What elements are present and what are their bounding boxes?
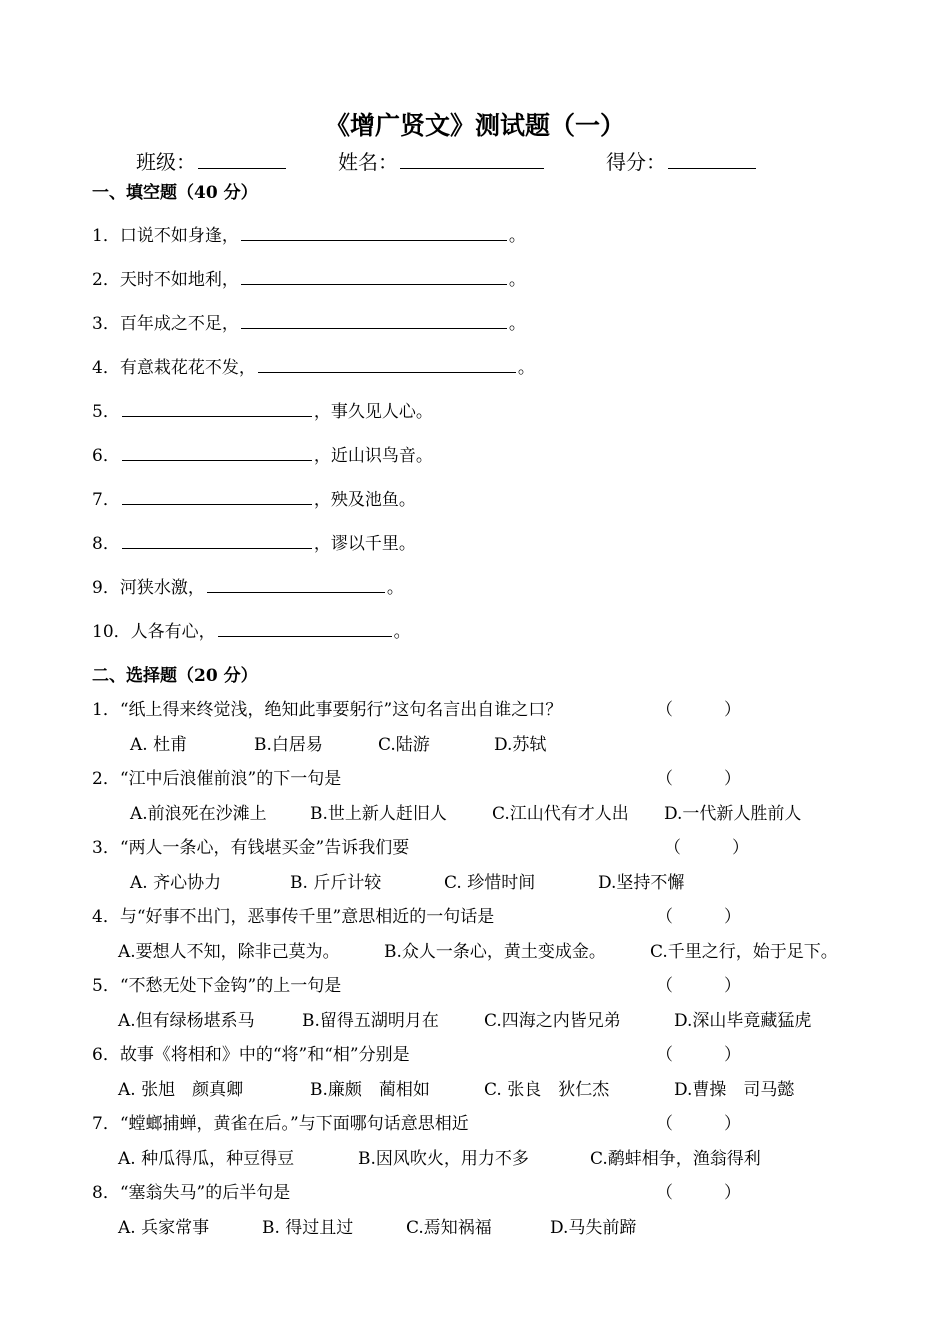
fill-item: 3．百年成之不足， 。 bbox=[92, 314, 526, 334]
score-label: 得分： bbox=[606, 150, 666, 174]
name-label: 姓名： bbox=[338, 150, 398, 174]
answer-paren[interactable]: （ ） bbox=[656, 976, 741, 996]
choice-option[interactable]: C.陆游 bbox=[378, 735, 430, 755]
question-text: 7．“螳螂捕蝉，黄雀在后。”与下面哪句话意思相近 bbox=[92, 1114, 469, 1134]
answer-paren[interactable]: （ ） bbox=[656, 1183, 741, 1203]
fill-item: 10．人各有心， 。 bbox=[92, 622, 411, 642]
answer-blank[interactable] bbox=[241, 312, 507, 329]
answer-blank[interactable] bbox=[122, 488, 312, 505]
choice-option[interactable]: D.苏轼 bbox=[494, 735, 547, 755]
fill-item: 9．河狭水激， 。 bbox=[92, 578, 404, 598]
score-blank[interactable] bbox=[668, 152, 756, 169]
fill-item: 5． ，事久见人心。 bbox=[92, 402, 433, 422]
score-field bbox=[606, 146, 758, 175]
choice-option[interactable]: B. 得过且过 bbox=[262, 1218, 354, 1238]
choice-option[interactable]: B.众人一条心，黄土变成金。 bbox=[384, 942, 606, 962]
answer-paren[interactable]: （ ） bbox=[656, 907, 741, 927]
choice-option[interactable]: A.要想人不知，除非己莫为。 bbox=[118, 942, 340, 962]
answer-blank[interactable] bbox=[122, 444, 312, 461]
choice-option[interactable]: C.千里之行，始于足下。 bbox=[650, 942, 838, 962]
question-text: 6．故事《将相和》中的“将”和“相”分别是 bbox=[92, 1045, 410, 1065]
class-label: 班级： bbox=[136, 150, 196, 174]
question-text: 2．“江中后浪催前浪”的下一句是 bbox=[92, 769, 342, 789]
answer-paren[interactable]: （ ） bbox=[656, 1114, 741, 1134]
question-text: 1．“纸上得来终觉浅，绝知此事要躬行”这句名言出自谁之口？ bbox=[92, 700, 563, 720]
choice-option[interactable]: C.焉知祸福 bbox=[406, 1218, 492, 1238]
answer-blank[interactable] bbox=[122, 400, 312, 417]
fill-item: 7． ，殃及池鱼。 bbox=[92, 490, 416, 510]
section-fill-heading: 一、填空题（40 分） bbox=[92, 183, 258, 203]
choice-option[interactable]: B. 斤斤计较 bbox=[290, 873, 382, 893]
choice-option[interactable]: C. 张良 狄仁杰 bbox=[484, 1080, 610, 1100]
choice-option[interactable]: A. 种瓜得瓜，种豆得豆 bbox=[118, 1149, 295, 1169]
answer-blank[interactable] bbox=[241, 224, 507, 241]
answer-paren[interactable]: （ ） bbox=[656, 1045, 741, 1065]
fill-item: 1．口说不如身逢， 。 bbox=[92, 226, 526, 246]
name-blank[interactable] bbox=[400, 152, 544, 169]
choice-option[interactable]: B.白居易 bbox=[254, 735, 323, 755]
answer-blank[interactable] bbox=[258, 356, 516, 373]
choice-option[interactable]: B.因风吹火，用力不多 bbox=[358, 1149, 529, 1169]
question-text: 4．与“好事不出门，恶事传千里”意思相近的一句话是 bbox=[92, 907, 495, 927]
choice-option[interactable]: C. 珍惜时间 bbox=[444, 873, 536, 893]
section-choice-heading: 二、选择题（20 分） bbox=[92, 666, 258, 686]
choice-option[interactable]: B.廉颇 蔺相如 bbox=[310, 1080, 430, 1100]
question-text: 8．“塞翁失马”的后半句是 bbox=[92, 1183, 291, 1203]
choice-option[interactable]: A. 杜甫 bbox=[130, 735, 188, 755]
class-blank[interactable] bbox=[198, 152, 286, 169]
choice-option[interactable]: D.一代新人胜前人 bbox=[664, 804, 802, 824]
answer-blank[interactable] bbox=[207, 576, 385, 593]
answer-paren[interactable]: （ ） bbox=[664, 838, 749, 858]
name-field bbox=[338, 146, 546, 175]
choice-option[interactable]: A. 齐心协力 bbox=[130, 873, 222, 893]
choice-option[interactable]: D.马失前蹄 bbox=[550, 1218, 637, 1238]
choice-option[interactable]: A.但有绿杨堪系马 bbox=[118, 1011, 255, 1031]
fill-item: 4．有意栽花花不发， 。 bbox=[92, 358, 535, 378]
answer-blank[interactable] bbox=[122, 532, 312, 549]
page-title: 《增广贤文》测试题（一） bbox=[324, 111, 625, 140]
fill-item: 2．天时不如地利， 。 bbox=[92, 270, 526, 290]
choice-option[interactable]: C.四海之内皆兄弟 bbox=[484, 1011, 621, 1031]
question-text: 3．“两人一条心，有钱堪买金”告诉我们要 bbox=[92, 838, 410, 858]
fill-item: 8． ，谬以千里。 bbox=[92, 534, 416, 554]
answer-paren[interactable]: （ ） bbox=[656, 700, 741, 720]
answer-blank[interactable] bbox=[241, 268, 507, 285]
question-text: 5．“不愁无处下金钩”的上一句是 bbox=[92, 976, 342, 996]
choice-option[interactable]: A.前浪死在沙滩上 bbox=[130, 804, 267, 824]
class-field bbox=[136, 146, 288, 175]
choice-option[interactable]: C.江山代有才人出 bbox=[492, 804, 629, 824]
choice-option[interactable]: D.坚持不懈 bbox=[598, 873, 685, 893]
choice-option[interactable]: D.曹操 司马懿 bbox=[674, 1080, 795, 1100]
fill-item: 6． ，近山识鸟音。 bbox=[92, 446, 433, 466]
choice-option[interactable]: A. 张旭 颜真卿 bbox=[118, 1080, 244, 1100]
answer-paren[interactable]: （ ） bbox=[656, 769, 741, 789]
choice-option[interactable]: D.深山毕竟藏猛虎 bbox=[674, 1011, 812, 1031]
answer-blank[interactable] bbox=[218, 620, 392, 637]
choice-option[interactable]: B.留得五湖明月在 bbox=[302, 1011, 439, 1031]
choice-option[interactable]: C.鹬蚌相争，渔翁得利 bbox=[590, 1149, 761, 1169]
choice-option[interactable]: B.世上新人赶旧人 bbox=[310, 804, 447, 824]
choice-option[interactable]: A. 兵家常事 bbox=[118, 1218, 210, 1238]
